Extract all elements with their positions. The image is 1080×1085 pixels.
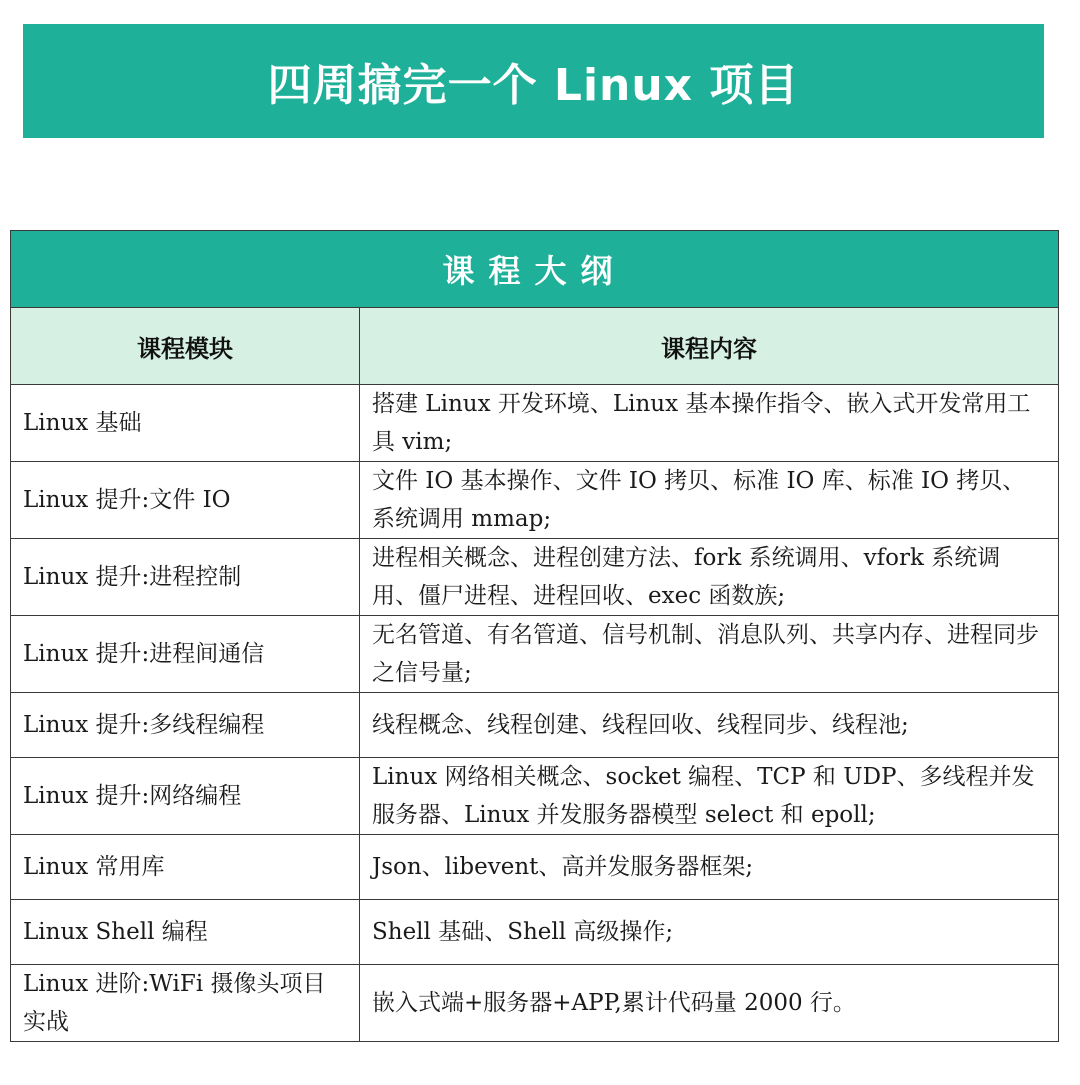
content-cell: Json、libevent、高并发服务器框架; bbox=[360, 835, 1059, 900]
table-row bbox=[11, 616, 1059, 693]
table-row bbox=[11, 835, 1059, 900]
table-row bbox=[11, 693, 1059, 758]
content-cell: 进程相关概念、进程创建方法、fork 系统调用、vfork 系统调用、僵尸进程、进程回收、exec 函数族; bbox=[360, 539, 1059, 616]
content-cell: 无名管道、有名管道、信号机制、消息队列、共享内存、进程同步之信号量; bbox=[360, 616, 1059, 693]
table-row bbox=[11, 758, 1059, 835]
module-cell: Linux 提升:多线程编程 bbox=[11, 693, 360, 758]
table-title: 课程大纲 bbox=[11, 231, 1059, 308]
module-cell: Linux 提升:网络编程 bbox=[11, 758, 360, 835]
content-cell: 嵌入式端+服务器+APP,累计代码量 2000 行。 bbox=[360, 965, 1059, 1042]
column-header-content: 课程内容 bbox=[360, 308, 1059, 385]
module-cell: Linux 基础 bbox=[11, 385, 360, 462]
table-header-row bbox=[11, 308, 1059, 385]
course-outline-table bbox=[10, 230, 1059, 1042]
column-header-module: 课程模块 bbox=[11, 308, 360, 385]
content-cell: 线程概念、线程创建、线程回收、线程同步、线程池; bbox=[360, 693, 1059, 758]
page-banner bbox=[23, 24, 1044, 138]
module-cell: Linux 进阶:WiFi 摄像头项目实战 bbox=[11, 965, 360, 1042]
table-row bbox=[11, 900, 1059, 965]
module-cell: Linux 提升:进程间通信 bbox=[11, 616, 360, 693]
content-cell: Shell 基础、Shell 高级操作; bbox=[360, 900, 1059, 965]
module-cell: Linux Shell 编程 bbox=[11, 900, 360, 965]
table-title-row bbox=[11, 231, 1059, 308]
content-cell: 文件 IO 基本操作、文件 IO 拷贝、标准 IO 库、标准 IO 拷贝、系统调用 mmap; bbox=[360, 462, 1059, 539]
content-cell: Linux 网络相关概念、socket 编程、TCP 和 UDP、多线程并发服务器、Linux 并发服务器模型 select 和 epoll; bbox=[360, 758, 1059, 835]
table-row bbox=[11, 965, 1059, 1042]
table-row bbox=[11, 539, 1059, 616]
table-row bbox=[11, 462, 1059, 539]
table-row bbox=[11, 385, 1059, 462]
module-cell: Linux 常用库 bbox=[11, 835, 360, 900]
banner-title: 四周搞完一个 Linux 项目 bbox=[267, 60, 800, 111]
content-cell: 搭建 Linux 开发环境、Linux 基本操作指令、嵌入式开发常用工具 vim; bbox=[360, 385, 1059, 462]
module-cell: Linux 提升:文件 IO bbox=[11, 462, 360, 539]
module-cell: Linux 提升:进程控制 bbox=[11, 539, 360, 616]
